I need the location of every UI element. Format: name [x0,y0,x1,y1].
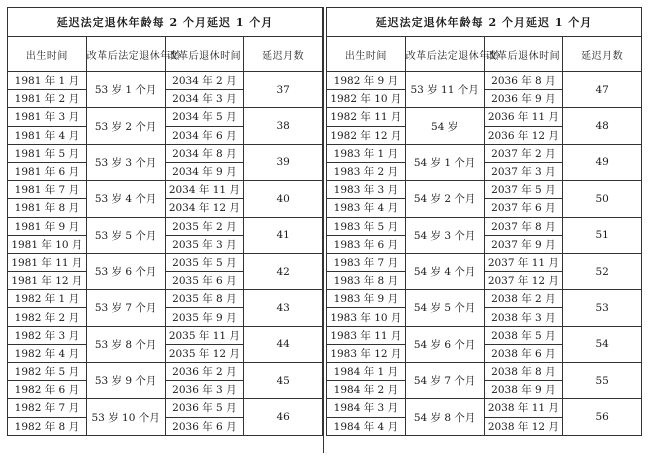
header-row [327,37,642,72]
retire-time-cell: 2034 年 11 月 [165,181,244,199]
age-cell: 53 岁 9 个月 [86,363,165,399]
retire-time-cell: 2038 年 6 月 [484,344,563,362]
table-row [327,326,642,344]
birth-cell: 1984 年 1 月 [327,363,406,381]
birth-cell: 1982 年 9 月 [327,72,406,90]
table-title: 延迟法定退休年龄每 2 个月延迟 1 个月 [8,8,323,37]
retire-time-cell: 2036 年 2 月 [165,363,244,381]
birth-cell: 1982 年 6 月 [8,381,87,399]
delay-cell: 52 [563,253,642,289]
delay-cell: 45 [244,363,323,399]
table-title-row [8,8,323,37]
retire-time-cell: 2035 年 2 月 [165,217,244,235]
birth-cell: 1981 年 10 月 [8,235,87,253]
age-cell: 54 岁 [405,108,484,144]
age-cell: 53 岁 6 个月 [86,253,165,289]
retirement-table-left [7,7,323,453]
birth-cell: 1983 年 7 月 [327,253,406,271]
retire-time-cell: 2036 年 11 月 [484,108,563,126]
age-cell: 53 岁 4 个月 [86,181,165,217]
table-row [327,181,642,199]
age-cell: 53 岁 8 个月 [86,326,165,362]
table-row [8,72,323,90]
age-cell: 53 岁 1 个月 [86,72,165,108]
header-delay: 延迟月数 [244,37,323,72]
delay-cell: 53 [563,290,642,326]
table-row [327,108,642,126]
birth-cell: 1981 年 9 月 [8,217,87,235]
retire-time-cell: 2036 年 6 月 [165,417,244,435]
retire-time-cell: 2035 年 6 月 [165,272,244,290]
retire-time-cell: 2037 年 9 月 [484,235,563,253]
birth-cell: 1983 年 5 月 [327,217,406,235]
birth-cell: 1982 年 3 月 [8,326,87,344]
retire-time-cell: 2038 年 11 月 [484,399,563,417]
birth-cell: 1981 年 3 月 [8,108,87,126]
birth-cell: 1983 年 9 月 [327,290,406,308]
delay-cell: 55 [563,363,642,399]
birth-cell: 1981 年 7 月 [8,181,87,199]
table-row [8,144,323,162]
retire-time-cell: 2034 年 2 月 [165,72,244,90]
delay-cell: 49 [563,144,642,180]
birth-cell: 1983 年 12 月 [327,344,406,362]
birth-cell: 1982 年 1 月 [8,290,87,308]
delay-cell: 51 [563,217,642,253]
retire-time-cell: 2037 年 12 月 [484,272,563,290]
table-title-row [327,8,642,37]
birth-cell: 1982 年 12 月 [327,126,406,144]
birth-cell: 1981 年 1 月 [8,72,87,90]
retire-time-cell: 2035 年 11 月 [165,326,244,344]
age-cell: 54 岁 8 个月 [405,399,484,435]
age-cell: 54 岁 6 个月 [405,326,484,362]
header-birth: 出生时间 [8,37,87,72]
birth-cell: 1983 年 11 月 [327,326,406,344]
retire-time-cell: 2037 年 3 月 [484,162,563,180]
birth-cell: 1982 年 11 月 [327,108,406,126]
birth-cell: 1982 年 10 月 [327,90,406,108]
delay-cell: 50 [563,181,642,217]
delay-cell: 48 [563,108,642,144]
age-cell: 54 岁 7 个月 [405,363,484,399]
retire-time-cell: 2037 年 8 月 [484,217,563,235]
delay-cell: 37 [244,72,323,108]
birth-cell: 1981 年 5 月 [8,144,87,162]
birth-cell: 1984 年 2 月 [327,381,406,399]
age-cell: 54 岁 1 个月 [405,144,484,180]
panel-divider [323,7,324,453]
retire-time-cell: 2036 年 9 月 [484,90,563,108]
age-cell: 54 岁 4 个月 [405,253,484,289]
birth-cell: 1981 年 2 月 [8,90,87,108]
retire-time-cell: 2038 年 3 月 [484,308,563,326]
retire-time-cell: 2037 年 5 月 [484,181,563,199]
delay-cell: 39 [244,144,323,180]
retire-time-cell: 2035 年 5 月 [165,253,244,271]
header-birth: 出生时间 [327,37,406,72]
birth-cell: 1983 年 10 月 [327,308,406,326]
retire-time-cell: 2038 年 5 月 [484,326,563,344]
retire-time-cell: 2037 年 11 月 [484,253,563,271]
retire-time-cell: 2037 年 2 月 [484,144,563,162]
birth-cell: 1982 年 8 月 [8,417,87,435]
age-cell: 54 岁 5 个月 [405,290,484,326]
retire-time-cell: 2035 年 9 月 [165,308,244,326]
delay-cell: 44 [244,326,323,362]
table-row [327,399,642,417]
header-age: 改革后法定退休年龄 [405,37,484,72]
table-row [8,181,323,199]
retire-time-cell: 2036 年 3 月 [165,381,244,399]
delay-cell: 41 [244,217,323,253]
table-row [8,363,323,381]
birth-cell: 1981 年 6 月 [8,162,87,180]
retirement-table [7,7,323,436]
retire-time-cell: 2034 年 9 月 [165,162,244,180]
age-cell: 53 岁 3 个月 [86,144,165,180]
header-retire-time: 改革后退休时间 [484,37,563,72]
age-cell: 54 岁 3 个月 [405,217,484,253]
birth-cell: 1983 年 2 月 [327,162,406,180]
retire-time-cell: 2036 年 5 月 [165,399,244,417]
retire-time-cell: 2034 年 8 月 [165,144,244,162]
table-row [8,326,323,344]
retire-time-cell: 2038 年 9 月 [484,381,563,399]
birth-cell: 1983 年 4 月 [327,199,406,217]
table-row [8,399,323,417]
retirement-table-right [326,7,642,453]
birth-cell: 1981 年 4 月 [8,126,87,144]
header-row [8,37,323,72]
retire-time-cell: 2038 年 8 月 [484,363,563,381]
birth-cell: 1982 年 7 月 [8,399,87,417]
birth-cell: 1981 年 11 月 [8,253,87,271]
retire-time-cell: 2034 年 5 月 [165,108,244,126]
table-title: 延迟法定退休年龄每 2 个月延迟 1 个月 [327,8,642,37]
retire-time-cell: 2035 年 8 月 [165,290,244,308]
birth-cell: 1982 年 4 月 [8,344,87,362]
table-row [8,217,323,235]
delay-cell: 40 [244,181,323,217]
retire-time-cell: 2036 年 8 月 [484,72,563,90]
table-row [327,253,642,271]
header-age: 改革后法定退休年龄 [86,37,165,72]
retire-time-cell: 2035 年 3 月 [165,235,244,253]
delay-cell: 42 [244,253,323,289]
birth-cell: 1983 年 8 月 [327,272,406,290]
delay-cell: 56 [563,399,642,435]
retire-time-cell: 2037 年 6 月 [484,199,563,217]
delay-cell: 43 [244,290,323,326]
retire-time-cell: 2034 年 3 月 [165,90,244,108]
table-row [327,363,642,381]
table-row [8,253,323,271]
retire-time-cell: 2038 年 2 月 [484,290,563,308]
table-row [327,290,642,308]
retire-time-cell: 2035 年 12 月 [165,344,244,362]
table-row [327,144,642,162]
delay-cell: 38 [244,108,323,144]
retire-time-cell: 2036 年 12 月 [484,126,563,144]
retirement-table [326,7,642,436]
age-cell: 53 岁 11 个月 [405,72,484,108]
table-row [8,290,323,308]
birth-cell: 1983 年 3 月 [327,181,406,199]
retire-time-cell: 2038 年 12 月 [484,417,563,435]
birth-cell: 1982 年 5 月 [8,363,87,381]
age-cell: 53 岁 5 个月 [86,217,165,253]
retire-time-cell: 2034 年 12 月 [165,199,244,217]
birth-cell: 1984 年 3 月 [327,399,406,417]
table-row [327,217,642,235]
age-cell: 54 岁 2 个月 [405,181,484,217]
retire-time-cell: 2034 年 6 月 [165,126,244,144]
birth-cell: 1982 年 2 月 [8,308,87,326]
table-row [8,108,323,126]
age-cell: 53 岁 7 个月 [86,290,165,326]
header-retire-time: 改革后退休时间 [165,37,244,72]
header-delay: 延迟月数 [563,37,642,72]
age-cell: 53 岁 2 个月 [86,108,165,144]
birth-cell: 1981 年 12 月 [8,272,87,290]
birth-cell: 1981 年 8 月 [8,199,87,217]
table-row [327,72,642,90]
delay-cell: 46 [244,399,323,435]
birth-cell: 1983 年 6 月 [327,235,406,253]
age-cell: 53 岁 10 个月 [86,399,165,435]
birth-cell: 1983 年 1 月 [327,144,406,162]
delay-cell: 47 [563,72,642,108]
birth-cell: 1984 年 4 月 [327,417,406,435]
delay-cell: 54 [563,326,642,362]
